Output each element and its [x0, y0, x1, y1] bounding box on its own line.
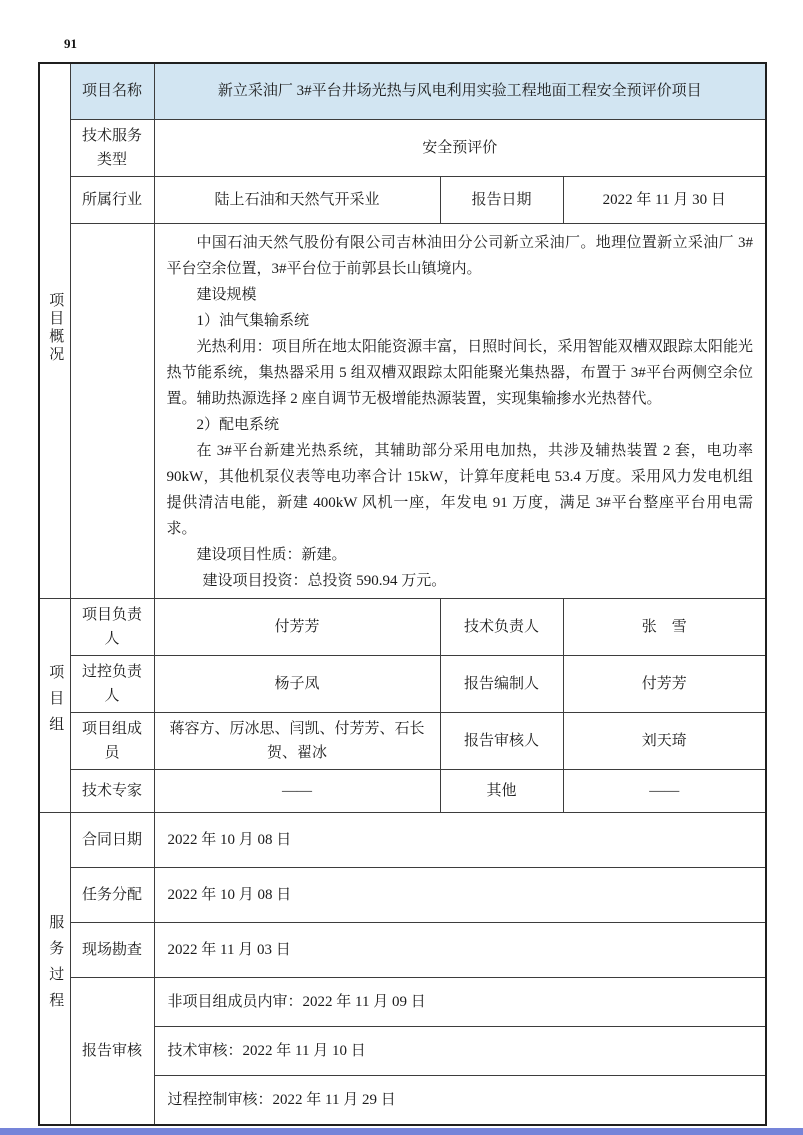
page-number: 91	[64, 36, 77, 51]
overview-text-cell	[154, 223, 766, 598]
overview-label-cell-empty	[70, 223, 154, 598]
value-project-name: 新立采油厂 3#平台井场光热与风电利用实验工程地面工程安全预评价项目	[154, 63, 766, 119]
overview-paragraph: 中国石油天然气股份有限公司吉林油田分公司新立采油厂。地理位置新立采油厂 3#平台空余位置，3#平台位于前郭县长山镇境内。	[166, 234, 754, 277]
label-tech-expert: 技术专家	[70, 769, 154, 812]
label-report-review: 报告审核	[70, 977, 154, 1125]
row-industry	[39, 176, 766, 223]
label-tech-leader: 技术负责人	[440, 598, 563, 655]
row-team-3	[39, 712, 766, 769]
value-industry: 陆上石油和天然气开采业	[154, 176, 440, 223]
row-contract-date	[39, 812, 766, 867]
label-report-date: 报告日期	[440, 176, 563, 223]
overview-paragraph: 建设项目性质：新建。	[196, 546, 347, 563]
row-team-4	[39, 769, 766, 812]
value-process-control-review: 过程控制审核：2022 年 11 月 29 日	[154, 1075, 766, 1125]
value-service-type: 安全预评价	[154, 119, 766, 176]
overview-paragraph: 光热利用：项目所在地太阳能资源丰富，日照时间长，采用智能双槽双跟踪太阳能光热节能系统，集热器采用 5 组双槽双跟踪太阳能聚光集热器，布置于 3#平台两侧空余位置。辅助热源选择 2 座自调节无极增能热源装置，实现集输掺水光热替代。	[166, 338, 754, 407]
label-contract-date: 合同日期	[70, 812, 154, 867]
value-technical-review: 技术审核：2022 年 11 月 10 日	[154, 1026, 766, 1075]
label-report-reviewer: 报告审核人	[440, 712, 563, 769]
overview-paragraph: 建设项目投资：总投资 590.94 万元。	[202, 572, 447, 589]
project-info-table	[38, 62, 767, 1126]
row-overview	[39, 223, 766, 598]
row-task-assignment	[39, 867, 766, 922]
overview-paragraph: 在 3#平台新建光热系统，其辅助部分采用电加热，共涉及辅热装置 2 套，电功率 90kW，其他机泵仪表等电功率合计 15kW，计算年度耗电 53.4 万度。采用风力发电机组提供清洁电能，新建 400kW 风机一座，年发电 91 万度，满足 3#平台整座平台用电需求。	[166, 442, 754, 537]
value-report-date: 2022 年 11 月 30 日	[563, 176, 766, 223]
label-report-author: 报告编制人	[440, 655, 563, 712]
section-label-team: 项目组	[47, 663, 64, 742]
label-process-control-leader: 过控负责人	[70, 655, 154, 712]
section-label-process: 服务过程	[47, 913, 64, 1018]
label-service-type: 技术服务类型	[70, 119, 154, 176]
section-label-overview: 项目概况	[47, 292, 64, 365]
overview-paragraph: 建设规模	[196, 286, 257, 303]
overview-paragraph: 1）油气集输系统	[196, 312, 310, 329]
label-site-survey: 现场勘查	[70, 922, 154, 977]
value-internal-review: 非项目组成员内审：2022 年 11 月 09 日	[154, 977, 766, 1026]
label-industry: 所属行业	[70, 176, 154, 223]
row-site-survey	[39, 922, 766, 977]
value-team-members: 蒋容方、厉冰思、闫凯、付芳芳、石长贺、翟冰	[154, 712, 440, 769]
value-task-assignment: 2022 年 10 月 08 日	[154, 867, 766, 922]
page-bottom-bar	[0, 1128, 803, 1135]
value-process-control-leader: 杨子凤	[154, 655, 440, 712]
section-cell-overview	[39, 63, 70, 598]
value-tech-leader: 张 雪	[563, 598, 766, 655]
value-site-survey: 2022 年 11 月 03 日	[154, 922, 766, 977]
label-project-name: 项目名称	[70, 63, 154, 119]
value-tech-expert: ——	[154, 769, 440, 812]
value-report-reviewer: 刘天琦	[563, 712, 766, 769]
row-project-name	[39, 63, 766, 119]
label-task-assignment: 任务分配	[70, 867, 154, 922]
row-service-type	[39, 119, 766, 176]
label-other: 其他	[440, 769, 563, 812]
section-cell-team	[39, 598, 70, 812]
value-other: ——	[563, 769, 766, 812]
value-contract-date: 2022 年 10 月 08 日	[154, 812, 766, 867]
value-report-author: 付芳芳	[563, 655, 766, 712]
row-team-2	[39, 655, 766, 712]
label-team-members: 项目组成员	[70, 712, 154, 769]
value-project-leader: 付芳芳	[154, 598, 440, 655]
row-team-1	[39, 598, 766, 655]
label-project-leader: 项目负责人	[70, 598, 154, 655]
row-report-review-1	[39, 977, 766, 1026]
section-cell-process	[39, 812, 70, 1125]
overview-paragraph: 2）配电系统	[196, 416, 280, 433]
